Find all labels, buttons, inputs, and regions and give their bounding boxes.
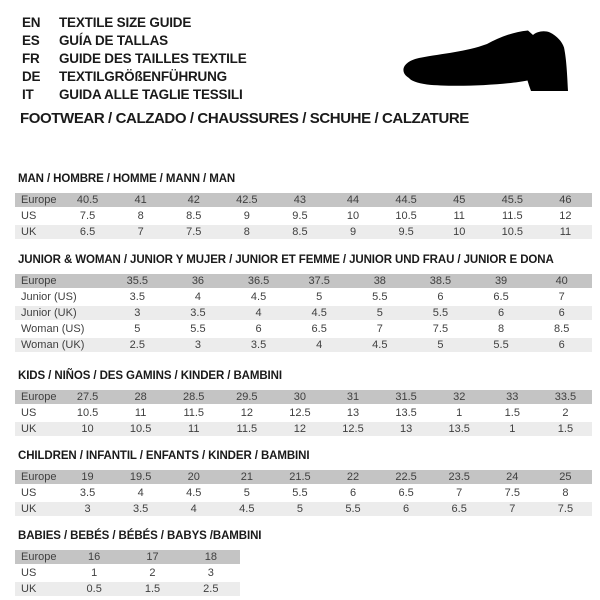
table-title: CHILDREN / INFANTIL / ENFANTS / KINDER / BAMBINI bbox=[18, 450, 310, 462]
size-cell: 2 bbox=[562, 407, 569, 419]
table-row bbox=[15, 502, 592, 516]
size-cell: 11 bbox=[453, 210, 465, 222]
size-table bbox=[15, 548, 240, 598]
size-cell: 11.5 bbox=[502, 210, 523, 222]
size-cell: 41 bbox=[114, 193, 167, 207]
size-cell: 4.5 bbox=[220, 502, 273, 516]
row-label: UK bbox=[15, 422, 61, 436]
size-cell: 5.5 bbox=[190, 323, 206, 335]
size-cell: 40.5 bbox=[61, 193, 114, 207]
table-title: KIDS / NIÑOS / DES GAMINS / KINDER / BAMBINI bbox=[18, 370, 282, 382]
size-cell: 7 bbox=[486, 502, 539, 516]
dress-shoe-icon bbox=[395, 28, 580, 96]
size-cell: 21 bbox=[220, 470, 273, 484]
size-cell: 1 bbox=[91, 567, 98, 579]
size-cell: 36 bbox=[168, 274, 229, 288]
size-cell: 6 bbox=[531, 306, 592, 320]
size-cell: 2 bbox=[149, 567, 156, 579]
row-label: US bbox=[21, 567, 37, 579]
table-row bbox=[15, 209, 592, 223]
language-code: IT bbox=[22, 86, 34, 102]
size-cell: 5 bbox=[243, 487, 250, 499]
size-cell: 8.5 bbox=[186, 210, 202, 222]
size-cell: 4 bbox=[194, 291, 201, 303]
size-cell: 10 bbox=[61, 422, 114, 436]
size-cell: 38.5 bbox=[410, 274, 471, 288]
language-title: TEXTILE SIZE GUIDE bbox=[59, 14, 192, 30]
size-cell: 7 bbox=[456, 487, 463, 499]
size-cell: 3.5 bbox=[168, 306, 229, 320]
row-label: Junior (UK) bbox=[15, 306, 107, 320]
size-cell: 40 bbox=[531, 274, 592, 288]
size-cell: 5.5 bbox=[326, 502, 379, 516]
size-cell: 6 bbox=[380, 502, 433, 516]
size-cell: 24 bbox=[486, 470, 539, 484]
size-cell: 2.5 bbox=[107, 338, 168, 352]
size-cell: 13.5 bbox=[433, 422, 486, 436]
table-row bbox=[15, 486, 592, 500]
row-label: Woman (US) bbox=[21, 323, 85, 335]
size-cell: 10 bbox=[346, 210, 360, 222]
size-cell: 1 bbox=[486, 422, 539, 436]
size-cell: 22.5 bbox=[380, 470, 433, 484]
size-cell: 43 bbox=[273, 193, 326, 207]
size-table-section bbox=[15, 450, 593, 518]
size-cell: 9.5 bbox=[380, 225, 433, 239]
size-cell: 37.5 bbox=[289, 274, 350, 288]
size-cell: 5.5 bbox=[292, 487, 308, 499]
table-row bbox=[15, 290, 592, 304]
size-cell: 3 bbox=[168, 338, 229, 352]
size-cell: 7.5 bbox=[539, 502, 592, 516]
size-table bbox=[15, 191, 592, 241]
size-cell: 10.5 bbox=[76, 407, 99, 419]
size-cell: 33 bbox=[486, 390, 539, 404]
size-cell: 3 bbox=[107, 306, 168, 320]
size-cell: 12.5 bbox=[289, 407, 311, 419]
language-code: EN bbox=[22, 14, 41, 30]
size-cell: 7.5 bbox=[167, 225, 220, 239]
size-cell: 16 bbox=[65, 550, 123, 564]
category-title: FOOTWEAR / CALZADO / CHAUSSURES / SCHUHE / CALZATURE bbox=[20, 110, 469, 127]
size-cell: 1 bbox=[456, 407, 463, 419]
size-cell: 4.5 bbox=[186, 487, 202, 499]
size-cell: 27.5 bbox=[61, 390, 114, 404]
size-cell: 19 bbox=[61, 470, 114, 484]
size-cell: 5.5 bbox=[372, 291, 388, 303]
size-cell: 8.5 bbox=[273, 225, 326, 239]
size-cell: 13 bbox=[380, 422, 433, 436]
table-row bbox=[15, 470, 592, 484]
size-cell: 5 bbox=[410, 338, 471, 352]
table-row bbox=[15, 322, 592, 336]
size-cell: 3.5 bbox=[114, 502, 167, 516]
size-tables bbox=[15, 173, 593, 598]
table-row bbox=[15, 274, 592, 288]
size-cell: 12 bbox=[240, 407, 253, 419]
size-cell: 8 bbox=[220, 225, 273, 239]
size-cell: 30 bbox=[273, 390, 326, 404]
size-cell: 39 bbox=[471, 274, 532, 288]
size-cell: 22 bbox=[326, 470, 379, 484]
size-cell: 44 bbox=[326, 193, 379, 207]
size-cell: 3.5 bbox=[129, 291, 145, 303]
size-cell: 1.5 bbox=[123, 582, 181, 596]
size-cell: 4.5 bbox=[250, 291, 267, 303]
table-row bbox=[15, 582, 240, 596]
language-title: GUÍA DE TALLAS bbox=[59, 32, 168, 48]
size-cell: 9 bbox=[243, 210, 250, 222]
size-cell: 3.5 bbox=[79, 487, 96, 499]
size-cell: 13.5 bbox=[395, 407, 417, 419]
size-cell: 6 bbox=[255, 323, 262, 335]
size-cell: 10 bbox=[433, 225, 486, 239]
size-cell: 32 bbox=[433, 390, 486, 404]
table-row bbox=[15, 566, 240, 580]
size-cell: 45.5 bbox=[486, 193, 539, 207]
size-cell: 31.5 bbox=[380, 390, 433, 404]
table-row bbox=[15, 406, 592, 420]
size-cell: 35.5 bbox=[107, 274, 168, 288]
size-cell: 11.5 bbox=[220, 422, 273, 436]
size-cell: 46 bbox=[539, 193, 592, 207]
size-cell: 0.5 bbox=[65, 582, 123, 596]
size-cell: 19.5 bbox=[114, 470, 167, 484]
size-table bbox=[15, 388, 592, 438]
size-cell: 4 bbox=[289, 338, 350, 352]
size-cell: 45 bbox=[433, 193, 486, 207]
row-label: Europe bbox=[15, 470, 61, 484]
size-cell: 44.5 bbox=[380, 193, 433, 207]
size-cell: 7 bbox=[376, 323, 383, 335]
size-cell: 9.5 bbox=[292, 210, 308, 222]
size-cell: 6 bbox=[349, 487, 357, 499]
size-cell: 6.5 bbox=[61, 225, 114, 239]
language-code: DE bbox=[22, 68, 41, 84]
row-label: US bbox=[21, 210, 37, 222]
size-cell: 10.5 bbox=[395, 210, 417, 222]
row-label: Woman (UK) bbox=[15, 338, 107, 352]
size-table-section bbox=[15, 173, 593, 241]
size-cell: 3.5 bbox=[228, 338, 289, 352]
size-cell: 2.5 bbox=[182, 582, 240, 596]
size-cell: 7 bbox=[558, 291, 565, 303]
size-cell: 3 bbox=[207, 567, 214, 579]
size-cell: 6 bbox=[471, 306, 532, 320]
size-cell: 10.5 bbox=[486, 225, 539, 239]
table-row bbox=[15, 550, 240, 564]
size-cell: 7.5 bbox=[79, 210, 96, 222]
row-label: Europe bbox=[15, 550, 65, 564]
size-cell: 4.5 bbox=[350, 338, 411, 352]
size-cell: 38 bbox=[350, 274, 411, 288]
size-cell: 13 bbox=[346, 407, 360, 419]
size-cell: 36.5 bbox=[228, 274, 289, 288]
size-cell: 31 bbox=[326, 390, 379, 404]
table-row bbox=[15, 193, 592, 207]
size-cell: 6.5 bbox=[433, 502, 486, 516]
size-cell: 6.5 bbox=[493, 291, 509, 303]
size-cell: 4 bbox=[137, 487, 144, 499]
size-cell: 28.5 bbox=[167, 390, 220, 404]
size-cell: 1.5 bbox=[539, 422, 592, 436]
size-cell: 5 bbox=[134, 323, 141, 335]
size-cell: 5 bbox=[316, 291, 323, 303]
row-label: UK bbox=[15, 582, 65, 596]
size-table-section bbox=[15, 530, 593, 598]
language-code: FR bbox=[22, 50, 40, 66]
size-cell: 11 bbox=[539, 225, 592, 239]
size-cell: 42 bbox=[167, 193, 220, 207]
size-table-section bbox=[15, 254, 593, 354]
size-cell: 29.5 bbox=[220, 390, 273, 404]
size-cell: 6.5 bbox=[398, 487, 414, 499]
size-cell: 12 bbox=[559, 210, 572, 222]
size-cell: 8.5 bbox=[554, 323, 570, 335]
size-cell: 9 bbox=[326, 225, 379, 239]
size-cell: 5 bbox=[350, 306, 411, 320]
size-cell: 12.5 bbox=[326, 422, 379, 436]
size-table bbox=[15, 272, 592, 354]
size-cell: 7.5 bbox=[432, 323, 449, 335]
size-cell: 6 bbox=[437, 291, 444, 303]
size-cell: 10.5 bbox=[114, 422, 167, 436]
table-title: JUNIOR & WOMAN / JUNIOR Y MUJER / JUNIOR ET FEMME / JUNIOR UND FRAU / JUNIOR E DONA bbox=[18, 254, 554, 266]
language-code: ES bbox=[22, 32, 40, 48]
size-cell: 5.5 bbox=[471, 338, 532, 352]
size-cell: 11 bbox=[134, 407, 147, 419]
table-row bbox=[15, 225, 592, 239]
size-cell: 7.5 bbox=[504, 487, 520, 499]
size-cell: 4.5 bbox=[289, 306, 350, 320]
language-title: TEXTILGRÖßENFÜHRUNG bbox=[59, 68, 227, 84]
row-label: Europe bbox=[15, 390, 61, 404]
size-cell: 6 bbox=[531, 338, 592, 352]
size-cell: 5.5 bbox=[410, 306, 471, 320]
table-title: BABIES / BEBÉS / BÉBÉS / BABYS /BAMBINI bbox=[18, 530, 262, 542]
table-row bbox=[15, 338, 592, 352]
table-row bbox=[15, 390, 592, 404]
size-cell: 20 bbox=[167, 470, 220, 484]
size-cell: 8 bbox=[562, 487, 569, 499]
size-cell: 28 bbox=[114, 390, 167, 404]
size-cell: 12 bbox=[273, 422, 326, 436]
table-title: MAN / HOMBRE / HOMME / MANN / MAN bbox=[18, 173, 236, 185]
row-label: UK bbox=[15, 502, 61, 516]
row-label: Europe bbox=[15, 274, 107, 288]
size-cell: 4 bbox=[228, 306, 289, 320]
size-cell: 4 bbox=[167, 502, 220, 516]
row-label: US bbox=[21, 407, 37, 419]
size-cell: 11.5 bbox=[183, 407, 205, 419]
size-cell: 42.5 bbox=[220, 193, 273, 207]
size-cell: 8 bbox=[137, 210, 144, 222]
table-row bbox=[15, 422, 592, 436]
size-cell: 3 bbox=[61, 502, 114, 516]
size-cell: 23.5 bbox=[433, 470, 486, 484]
size-cell: 17 bbox=[123, 550, 181, 564]
row-label: UK bbox=[15, 225, 61, 239]
size-cell: 25 bbox=[539, 470, 592, 484]
row-label: Europe bbox=[15, 193, 61, 207]
size-cell: 1.5 bbox=[504, 407, 520, 419]
size-table-section bbox=[15, 370, 593, 438]
size-cell: 6.5 bbox=[311, 323, 327, 335]
size-cell: 8 bbox=[498, 323, 505, 335]
table-row bbox=[15, 306, 592, 320]
size-table bbox=[15, 468, 592, 518]
row-label: Junior (US) bbox=[21, 291, 77, 303]
language-title: GUIDA ALLE TAGLIE TESSILI bbox=[59, 86, 243, 102]
size-cell: 5 bbox=[273, 502, 326, 516]
size-cell: 11 bbox=[167, 422, 220, 436]
size-cell: 7 bbox=[114, 225, 167, 239]
size-cell: 18 bbox=[182, 550, 240, 564]
size-cell: 21.5 bbox=[273, 470, 326, 484]
language-title: GUIDE DES TAILLES TEXTILE bbox=[59, 50, 247, 66]
size-cell: 33.5 bbox=[539, 390, 592, 404]
row-label: US bbox=[21, 487, 37, 499]
